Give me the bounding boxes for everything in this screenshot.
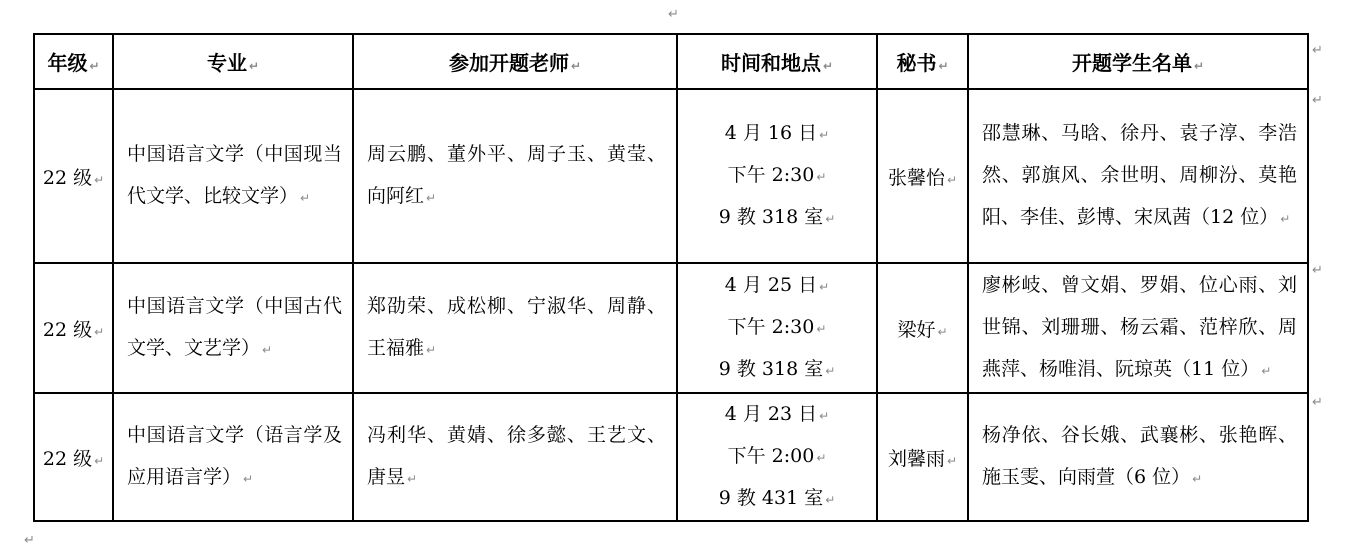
header-teachers <box>353 34 677 89</box>
row-end-mark-icon: ↵ <box>1312 43 1323 58</box>
paragraph-mark-icon: ↵ <box>94 324 105 339</box>
header-major <box>113 34 353 89</box>
paragraph-mark-icon: ↵ <box>248 59 260 73</box>
header-row <box>34 34 1308 89</box>
cell-grade <box>34 393 113 521</box>
row-end-mark-icon: ↵ <box>1312 263 1323 278</box>
paragraph-mark-icon: ↵ <box>825 364 836 378</box>
students-value: 廖彬岐、曾文娟、罗娟、位心雨、刘世锦、刘珊珊、杨云霜、范梓欣、周燕萍、杨唯涓、阮琼英（11 位） <box>982 274 1297 380</box>
paragraph-mark-icon: ↵ <box>825 212 836 226</box>
secretary-value: 张馨怡 <box>887 166 945 189</box>
major-value: 中国语言文学（语言学及应用语言学） <box>127 424 342 488</box>
paragraph-mark-icon: ↵ <box>937 324 948 339</box>
paragraph-mark-icon: ↵ <box>816 451 827 465</box>
paragraph-mark-icon: ↵ <box>243 472 254 486</box>
paragraph-mark-icon: ↵ <box>819 409 830 423</box>
paragraph-mark-icon: ↵ <box>1261 364 1272 378</box>
cell-time <box>677 393 877 521</box>
teachers-value: 郑劭荣、成松柳、宁淑华、周静、王福雅 <box>367 295 666 359</box>
paragraph-mark-icon: ↵ <box>946 172 958 187</box>
paragraph-mark-icon: ↵ <box>24 533 35 548</box>
thesis-proposal-schedule-table <box>33 33 1309 522</box>
cell-teachers <box>353 89 677 263</box>
header-secretary <box>877 34 968 89</box>
table-row <box>34 393 1308 521</box>
major-value: 中国语言文学（中国古代文学、文艺学） <box>127 295 342 359</box>
cell-teachers <box>353 263 677 393</box>
paragraph-mark-icon: ↵ <box>89 59 100 73</box>
cell-time <box>677 89 877 263</box>
cell-teachers <box>353 393 677 521</box>
paragraph-mark-icon: ↵ <box>426 191 437 205</box>
paragraph-mark-icon: ↵ <box>94 172 105 187</box>
header-time-label: 时间和地点 <box>720 51 821 75</box>
cell-major <box>113 393 353 521</box>
cell-secretary <box>877 393 968 521</box>
paragraph-mark-icon: ↵ <box>1193 59 1205 73</box>
header-secretary-label: 秘书 <box>896 51 937 75</box>
paragraph-mark-icon: ↵ <box>816 170 827 184</box>
row-end-mark-icon: ↵ <box>1312 93 1323 108</box>
paragraph-mark-icon: ↵ <box>262 343 273 357</box>
students-value: 杨净依、谷长娥、武襄彬、张艳晖、施玉雯、向雨萱（6 位） <box>982 424 1297 488</box>
cell-students <box>968 393 1308 521</box>
header-teachers-label: 参加开题老师 <box>448 51 569 75</box>
cell-students <box>968 263 1308 393</box>
paragraph-mark-icon: ↵ <box>816 322 827 336</box>
time-room: 9 教 318 室 <box>718 358 824 380</box>
paragraph-mark-icon: ↵ <box>819 128 830 142</box>
secretary-value: 刘馨雨 <box>887 447 945 470</box>
time-hour: 下午 2:30 <box>727 316 815 338</box>
cell-major <box>113 263 353 393</box>
time-date: 4 月 16 日 <box>724 122 818 144</box>
students-value: 邵慧琳、马晗、徐丹、袁子淳、李浩然、郭旗风、余世明、周柳汾、莫艳阳、李佳、彭博、宋凤茜（12 位） <box>982 122 1297 228</box>
paragraph-mark-icon: ↵ <box>407 472 418 486</box>
major-value: 中国语言文学（中国现当代文学、比较文学） <box>127 143 342 207</box>
paragraph-mark-icon: ↵ <box>822 59 834 73</box>
grade-value: 22 级 <box>42 318 93 341</box>
cell-grade <box>34 89 113 263</box>
time-hour: 下午 2:00 <box>727 445 815 467</box>
grade-value: 22 级 <box>42 166 93 189</box>
paragraph-mark-icon: ↵ <box>668 7 679 22</box>
paragraph-mark-icon: ↵ <box>300 191 311 205</box>
header-grade <box>34 34 113 89</box>
grade-value: 22 级 <box>42 447 93 470</box>
time-date: 4 月 25 日 <box>724 274 818 296</box>
paragraph-mark-icon: ↵ <box>570 59 582 73</box>
teachers-value: 冯利华、黄婧、徐多懿、王艺文、唐昱 <box>367 424 666 488</box>
header-grade-label: 年级 <box>47 51 88 75</box>
header-students <box>968 34 1308 89</box>
header-major-label: 专业 <box>206 51 247 75</box>
cell-secretary <box>877 263 968 393</box>
header-time <box>677 34 877 89</box>
paragraph-mark-icon: ↵ <box>1192 472 1203 486</box>
paragraph-mark-icon: ↵ <box>819 280 830 294</box>
time-hour: 下午 2:30 <box>727 164 815 186</box>
paragraph-mark-icon: ↵ <box>938 59 949 73</box>
paragraph-mark-icon: ↵ <box>1280 212 1291 226</box>
table-row <box>34 89 1308 263</box>
paragraph-mark-icon: ↵ <box>946 453 958 468</box>
cell-time <box>677 263 877 393</box>
time-date: 4 月 23 日 <box>724 403 818 425</box>
paragraph-mark-icon: ↵ <box>426 343 437 357</box>
time-room: 9 教 318 室 <box>718 206 824 228</box>
secretary-value: 梁好 <box>897 318 936 341</box>
time-room: 9 教 431 室 <box>718 487 824 509</box>
cell-students <box>968 89 1308 263</box>
table-row <box>34 263 1308 393</box>
cell-major <box>113 89 353 263</box>
teachers-value: 周云鹏、董外平、周子玉、黄莹、向阿红 <box>367 143 666 207</box>
cell-secretary <box>877 89 968 263</box>
cell-grade <box>34 263 113 393</box>
row-end-mark-icon: ↵ <box>1312 395 1323 410</box>
paragraph-mark-icon: ↵ <box>825 493 836 507</box>
paragraph-mark-icon: ↵ <box>94 453 105 468</box>
header-students-label: 开题学生名单 <box>1071 51 1192 75</box>
